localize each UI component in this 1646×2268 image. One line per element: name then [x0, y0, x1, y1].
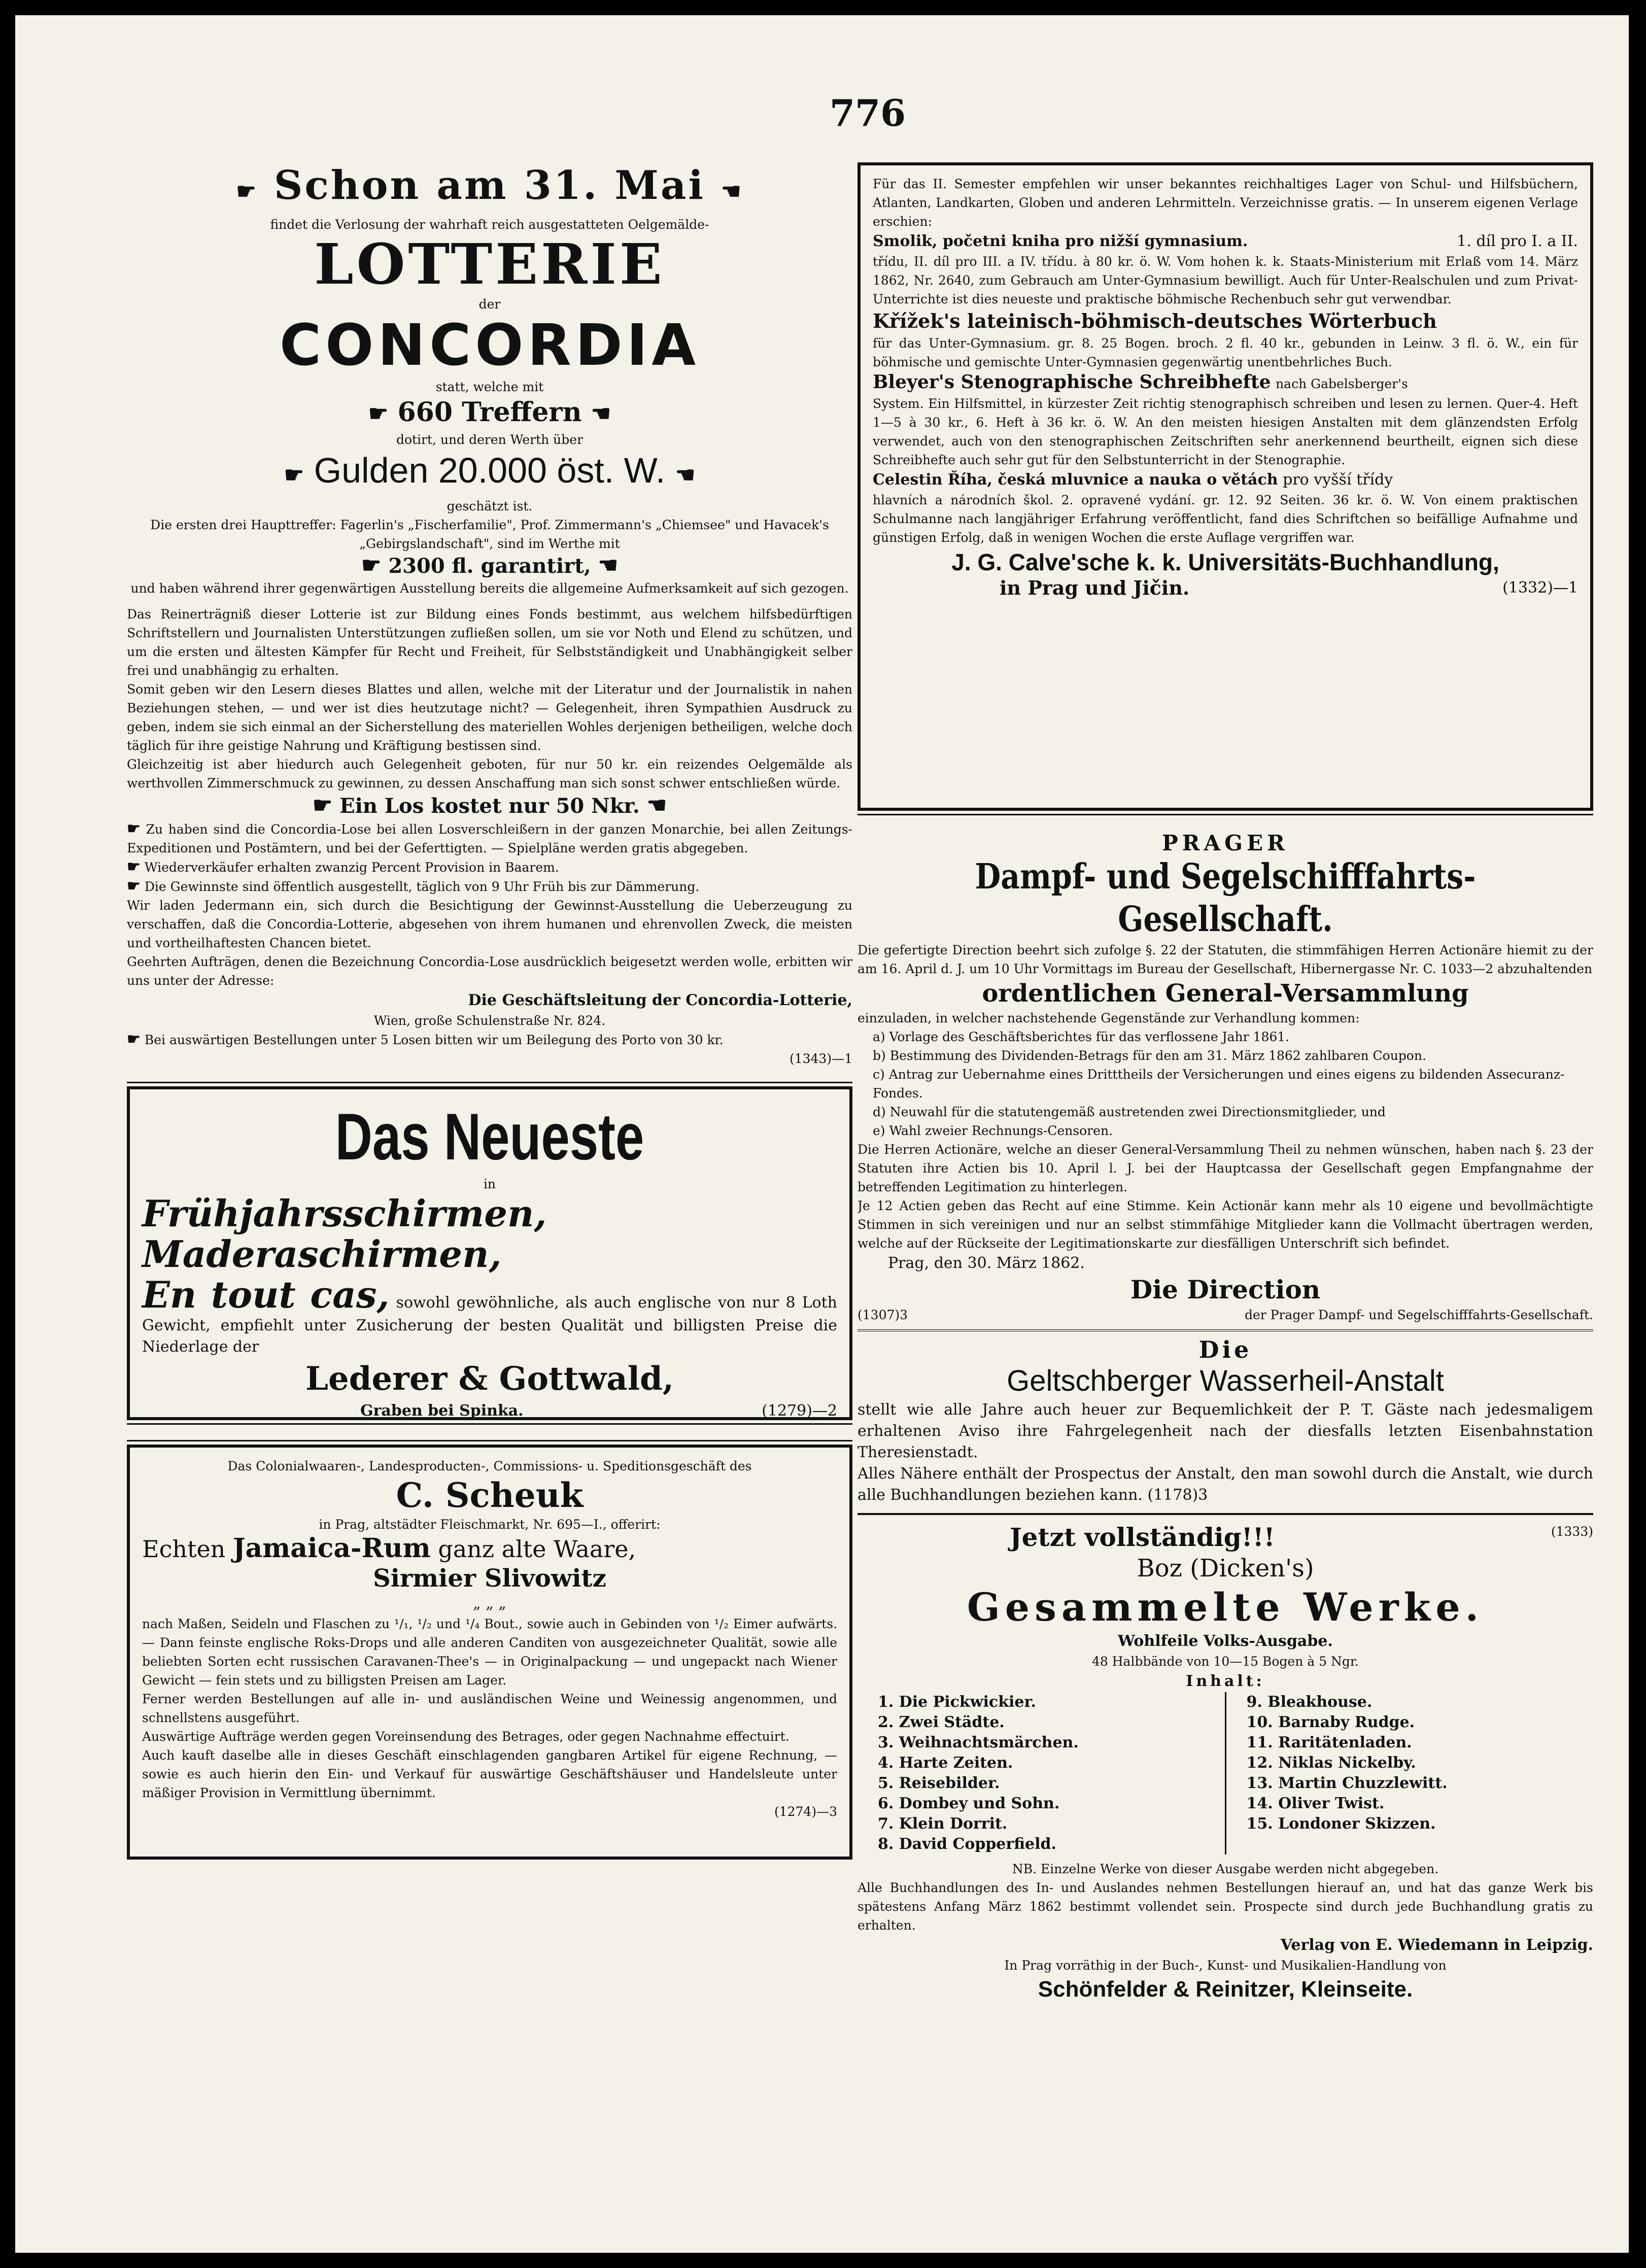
- lotterie-address: Wien, große Schulenstraße Nr. 824.: [373, 1013, 606, 1028]
- dampf-direction: Die Direction: [1130, 1275, 1321, 1304]
- riha-title: Celestin Říha, česká mluvnice a nauka o větách: [873, 471, 1278, 489]
- dickens-ref: (1333): [1551, 1524, 1593, 1539]
- krizek-title: Křížek's lateinisch-böhmisch-deutsches Wörterbuch: [873, 310, 1437, 332]
- lotterie-headline: Schon am 31. Mai: [273, 162, 706, 209]
- contents-item: 4. Harte Zeiten.: [878, 1754, 1013, 1772]
- contents-item: 6. Dombey und Sohn.: [878, 1795, 1060, 1812]
- right-column: [858, 162, 1593, 2004]
- neueste-address: Graben bei Spinka.: [360, 1402, 524, 1420]
- scheuk-intro: Das Colonialwaaren-, Landesproducten-, Commissions- u. Speditionsgeschäft des: [227, 1459, 752, 1473]
- contents-item: 7. Klein Dorrit.: [878, 1815, 1008, 1833]
- dickens-inhalt: Inhalt:: [1186, 1672, 1265, 1690]
- scheuk-text4: Auch kauft daselbe alle in dieses Geschäft einschlagenden gangbaren Artikel für eigene Rechnung, — sowie es auch hierin den Ein- und Verkauf für auswärtige Geschäftshäuser und Handelsleute unter mäßiger Provision in Vermittlung übernimmt.: [142, 1748, 837, 1800]
- lotterie-los-price: Ein Los kostet nur 50 Nkr.: [339, 794, 640, 818]
- bleyer-title: Bleyer's Stenographische Schreibhefte: [873, 371, 1271, 393]
- lotterie-dotirt: dotirt, und deren Werth über: [396, 432, 584, 447]
- dickens-verlag: Verlag von E. Wiedemann in Leipzig.: [1280, 1936, 1593, 1954]
- scheuk-text: nach Maßen, Seideln und Flaschen zu ¹/₁, ¹/₂ und ¹/₄ Bout., sowie auch in Gebinden von ¹/₂ Eimer aufwärts. — Dann feinste englische Roks-Drops und alle anderen Canditen von ausgezeichneter Qualität, sowie alle beliebten Sorten echt russischen Caravanen-Thee's — in Originalpackung — und ungepackt nach Wiener Gewicht — fein stets und zu billigsten Preisen am Lager.: [142, 1617, 837, 1688]
- lotterie-geschaetzt: geschätzt ist.: [447, 499, 533, 513]
- scheuk-slivowitz: Sirmier Slivowitz: [373, 1564, 606, 1593]
- contents-item: 5. Reisebilder.: [878, 1774, 1000, 1792]
- dickens-author: Boz (Dicken's): [1137, 1554, 1314, 1583]
- contents-item: 3. Weihnachtsmärchen.: [878, 1734, 1079, 1751]
- lotterie-ad: [127, 162, 852, 1068]
- contents-item: 9. Bleakhouse.: [1246, 1693, 1373, 1711]
- neueste-ref: (1279)—2: [762, 1402, 837, 1420]
- contents-item: 2. Zwei Städte.: [878, 1713, 1005, 1731]
- dampf-p1: Die gefertigte Direction beehrt sich zufolge §. 22 der Statuten, die stimmfähigen Herren Actionäre hiemit zu der am 16. April d. J. um 10 Uhr Vormittags im Bureau der Gesellschaft, Hibernergasse Nr. C. 1033—2 abzuhaltenden: [858, 943, 1593, 976]
- pointing-hand-icon: ☛: [368, 401, 389, 427]
- pointing-hand-icon: ☛: [127, 858, 141, 876]
- pointing-hand-icon: ☛: [312, 793, 333, 818]
- dampf-einzuladen: einzuladen, in welcher nachstehende Gegenstände zur Verhandlung kommen:: [858, 1011, 1360, 1025]
- lotterie-title: LOTTERIE: [314, 231, 665, 297]
- contents-divider: [1225, 1692, 1226, 1854]
- contents-column-1: [878, 1692, 1205, 1854]
- calve-firm: J. G. Calve'sche k. k. Universitäts-Buchhandlung,: [951, 549, 1499, 575]
- scheuk-rum: Jamaica-Rum: [232, 1533, 431, 1564]
- dickens-contents: [878, 1692, 1573, 1854]
- dickens-ad: [858, 1522, 1593, 2004]
- lotterie-para2: Somit geben wir den Lesern dieses Blattes und allen, welche mit der Literatur und der Journalistik in nahen Beziehungen stehen, — und wer ist dies heutzutage nicht? — Gelegenheit, ihren Sympathien Ausdruck zu geben, indem sie sich einmal an der Sicherstellung des materiellen Wohles derjenigen betheiligen, welche doch täglich für ihre geistige Nahrung und Kräftigung bestissen sind.: [127, 682, 852, 753]
- lotterie-treffer: 660 Treffern: [397, 397, 582, 428]
- scheuk-echten: Echten: [142, 1535, 226, 1563]
- scheuk-text3: Auswärtige Aufträge werden gegen Voreinsendung des Betrages, oder gegen Nachnahme effectuirt.: [142, 1729, 790, 1744]
- lotterie-para4: Wir laden Jedermann ein, sich durch die Besichtigung der Gewinnst-Ausstellung die Ueberzeugung zu verschaffen, daß die Concordia-Lotterie, abgesehen von ihrem humanen und ehrenvollen Zweck, die meisten und vortheilhaftesten Chancen bietet.: [127, 898, 852, 950]
- scheuk-address: in Prag, altstädter Fleischmarkt, Nr. 695—I., offerirt:: [319, 1517, 661, 1532]
- krizek-text: für das Unter-Gymnasium. gr. 8. 25 Bogen. broch. 2 fl. 40 kr., gebunden in Leinw. 3 fl. ö. W., ein für böhmische und gemischte Unter-Gymnasien gegenwärtig unentbehrliches Buch.: [873, 336, 1578, 369]
- lotterie-statt: statt, welche mit: [435, 380, 544, 394]
- bleyer-text: System. Ein Hilfsmittel, in kürzester Zeit richtig stenographisch schreiben und lesen zu lernen. Quer-4. Heft 1—5 à 30 kr., 6. Heft à 36 kr. ö. W. An den meisten hiesigen Anstalten mit dem glänzendsten Erfolg verwendet, auch von den stenographischen Zeitschriften sehr anerkennend beurtheilt, eignen sich diese Schreibhefte auch sehr gut für den Selbstunterricht in der Stenographie.: [873, 396, 1578, 467]
- lotterie-garantirt: 2300 fl. garantirt,: [388, 554, 591, 578]
- pointing-hand-icon: ☛: [127, 1030, 141, 1048]
- neueste-title: Das Neueste: [335, 1099, 644, 1174]
- dampf-prager: PRAGER: [1162, 831, 1289, 855]
- left-column: [127, 162, 852, 1860]
- pointing-hand-icon: ☛: [284, 463, 304, 488]
- section-divider: [858, 1329, 1593, 1331]
- agenda-item: c) Antrag zur Uebernahme eines Dritttheils der Versicherungen und eines eigens zu bildenden Assecuranz-Fondes.: [873, 1067, 1565, 1101]
- pointing-hand-left-icon: ☚: [675, 463, 696, 488]
- lotterie-subline: findet die Verlosung der wahrhaft reich ausgestatteten Oelgemälde-: [270, 217, 709, 232]
- section-divider: [858, 1513, 1593, 1515]
- neueste-in: in: [483, 1177, 496, 1191]
- dickens-jetzt: Jetzt vollständig!!!: [1010, 1522, 1275, 1552]
- scheuk-alte: ganz alte Waare,: [438, 1535, 636, 1563]
- contents-item: 12. Niklas Nickelby.: [1246, 1754, 1416, 1772]
- newspaper-page: [15, 15, 1629, 2253]
- neueste-line2: Maderaschirmen,: [142, 1232, 502, 1276]
- dampf-ref: (1307)3: [858, 1308, 908, 1322]
- dampf-p2: Die Herren Actionäre, welche an dieser General-Versammlung Theil zu nehmen wünschen, haben nach §. 23 der Statuten ihre Actien bis 10. April l. J. bei der Hauptcassa der Gesellschaft gegen Empfangnahme der betreffenden Legitimation zu hinterlegen.: [858, 1142, 1593, 1194]
- scheuk-name: C. Scheuk: [396, 1475, 584, 1515]
- calve-ad: [858, 162, 1593, 811]
- lotterie-ref: (1343)—1: [789, 1051, 852, 1066]
- contents-column-2: [1247, 1692, 1573, 1854]
- contents-item: 13. Martin Chuzzlewitt.: [1246, 1774, 1448, 1792]
- dampf-p3: Je 12 Actien geben das Recht auf eine Stimme. Kein Actionär kann mehr als 10 eigene und bevollmächtigte Stimmen in sich vereinigen und nur an selbst stimmfähige Mitglieder kann die Vollmacht übertragen werden, welche auf der Rückseite der Legitimationskarte zur diesfälligen Unterschrift sich befindet.: [858, 1198, 1593, 1251]
- lotterie-para5: Geehrten Aufträgen, denen die Bezeichnung Concordia-Lose ausdrücklich beigesetzt werden wolle, erbitten wir uns unter der Adresse:: [127, 954, 852, 988]
- dickens-title: Gesammelte Werke.: [967, 1585, 1484, 1630]
- contents-item: 10. Barnaby Rudge.: [1246, 1713, 1415, 1731]
- contents-item: 14. Oliver Twist.: [1246, 1795, 1385, 1812]
- scheuk-ad: [127, 1445, 852, 1860]
- agenda-item: d) Neuwahl für die statutengemäß austretenden zwei Directionsmitglieder, und: [873, 1105, 1386, 1119]
- neueste-line3: En tout cas,: [142, 1273, 390, 1316]
- calve-ref: (1332)—1: [1502, 579, 1578, 597]
- pointing-hand-left-icon: ☚: [591, 401, 611, 427]
- dickens-p1: Alle Buchhandlungen des In- und Auslandes nehmen Bestellungen hierauf an, und hat das ganze Werk bis spätestens Anfang März 1862 bestimmt vollendet sein. Prospecte sind durch jede Buchhandlung gratis zu erhalten.: [858, 1880, 1593, 1933]
- geltsch-die: Die: [1198, 1336, 1252, 1363]
- geltsch-p2: Alles Nähere enthält der Prospectus der Anstalt, den man sowohl durch die Anstalt, wie durch alle Buchhandlungen beziehen kann.: [858, 1465, 1593, 1504]
- lotterie-zu-haben: Zu haben sind die Concordia-Lose bei allen Losverschleißern in der ganzen Monarchie, bei allen Zeitungs-Expeditionen und Postämtern, und bei der Geferttigten. — Spielpläne werden gratis abgegeben.: [127, 822, 852, 855]
- pointing-hand-left-icon: ☚: [721, 179, 743, 204]
- agenda-item: a) Vorlage des Geschäftsberichtes für das verflossene Jahr 1861.: [873, 1029, 1290, 1044]
- smolik-title: Smolik, početni kniha pro nižší gymnasium.: [873, 232, 1248, 250]
- pointing-hand-icon: ☛: [361, 553, 382, 578]
- scheuk-text2: Ferner werden Bestellungen auf alle in- und ausländischen Weine und Weinessig angenommen, und schnellstens ausgeführt.: [142, 1692, 837, 1725]
- page-number: 776: [829, 91, 906, 134]
- smolik-text: třídu, II. díl pro III. a IV. třídu. à 80 kr. ö. W. Vom hohen k. k. Staats-Ministerium mit Erlaß vom 14. März 1862, Nr. 2640, zum Gebrauch am Unter-Gymnasium bewilligt. Auch für Unter-Realschulen und zum Privat-Unterrichte ist dies neueste und praktische böhmische Rechenbuch sehr gut verwendbar.: [873, 254, 1578, 306]
- dickens-firm: Schönfelder & Reinitzer, Kleinseite.: [1038, 1977, 1413, 2002]
- dickens-nb: NB. Einzelne Werke von dieser Ausgabe werden nicht abgegeben.: [1012, 1862, 1439, 1876]
- dampf-company: der Prager Dampf- und Segelschifffahrts-Gesellschaft.: [1244, 1308, 1593, 1322]
- dickens-details: 48 Halbbände von 10—15 Bogen à 5 Ngr.: [1091, 1654, 1359, 1669]
- lotterie-wiederverkaeufer: Wiederverkäufer erhalten zwanzig Percent Provision in Baarem.: [144, 860, 559, 875]
- agenda-item: b) Bestimmung des Dividenden-Betrags für den am 31. März 1862 zahlbaren Coupon.: [873, 1048, 1426, 1063]
- dampf-ordentliche: ordentlichen General-Versammlung: [982, 979, 1469, 1008]
- dampf-agenda: [858, 1027, 1593, 1140]
- riha-text: hlavních a národních škol. 2. opravené vydání. gr. 12. 92 Seiten. 36 kr. ö. W. Von einem praktischen Schulmanne nach langjähriger Erfahrung veröffentlicht, fand dies Schriftchen so beifällige Aufnahme und günstigen Erfolg, daß in wenigen Wochen die erste Auflage vergriffen war.: [873, 493, 1578, 545]
- dampf-date: Prag, den 30. März 1862.: [888, 1254, 1085, 1272]
- lotterie-gulden: Gulden 20.000 öst. W.: [314, 451, 666, 490]
- dickens-in-prag: In Prag vorräthig in der Buch-, Kunst- und Musikalien-Handlung von: [1004, 1958, 1447, 1973]
- pointing-hand-left-icon: ☚: [646, 793, 667, 818]
- dampf-title: Dampf- und Segelschifffahrts-Gesellschaft.: [975, 856, 1476, 940]
- lotterie-para3: Gleichzeitig ist aber hiedurch auch Gelegenheit geboten, für nur 50 kr. ein reizendes Oelgemälde als werthvollen Zimmerschmuck zu gewinnen, zu dessen Anschaffung man sich sonst schwer entschließen würde.: [127, 757, 852, 791]
- neueste-ad: [127, 1086, 852, 1420]
- lotterie-ausstellung: und haben während ihrer gegenwärtigen Ausstellung bereits die allgemeine Aufmerksamkeit auf sich gezogen.: [130, 581, 849, 596]
- neueste-line1: Frühjahrsschirmen,: [142, 1192, 547, 1235]
- neueste-text: sowohl gewöhnliche, als auch englische von nur 8 Loth Gewicht, empfiehlt unter Zusicherung der besten Qualität und billigsten Preise die Niederlage der: [142, 1294, 837, 1356]
- scheuk-ref: (1274)—3: [774, 1804, 837, 1819]
- pointing-hand-left-icon: ☚: [598, 553, 619, 578]
- geltsch-title: Geltschberger Wasserheil-Anstalt: [1007, 1364, 1444, 1397]
- contents-item: 15. Londoner Skizzen.: [1246, 1815, 1436, 1833]
- geltsch-ref: (1178)3: [1147, 1486, 1208, 1504]
- smolik-parts: 1. díl pro I. a II.: [1457, 232, 1578, 250]
- geltsch-p1: stellt wie alle Jahre auch heuer zur Bequemlichkeit der P. T. Gäste nach jedesmaligem erhaltenen Aviso ihre Fahrgelegenheit nach der diesfalls letzten Eisenbahnstation Theresienstadt.: [858, 1401, 1593, 1461]
- scheuk-quotes: „ „ „: [473, 1595, 506, 1612]
- pointing-hand-icon: ☛: [127, 820, 141, 838]
- lotterie-gewinnste: Die Gewinnste sind öffentlich ausgestellt, täglich von 9 Uhr Früh bis zur Dämmerung.: [144, 879, 700, 894]
- lotterie-der: der: [478, 297, 501, 312]
- lotterie-haupttreffer: Die ersten drei Haupttreffer: Fagerlin's „Fischerfamilie", Prof. Zimmermann's „Chiemsee" und Havacek's „Gebirgslandschaft", sind im Werthe mit: [150, 518, 829, 551]
- calve-intro: Für das II. Semester empfehlen wir unser bekanntes reichhaltiges Lager von Schul- und Hilfsbüchern, Atlanten, Landkarten, Globen und anderen Lehrmitteln. Verzeichnisse gratis. — In unserem eigenen Verlage erschien:: [873, 177, 1578, 229]
- contents-item: 8. David Copperfield.: [878, 1835, 1056, 1853]
- dampf-ad: [858, 831, 1593, 1324]
- lotterie-signature: Die Geschäftsleitung der Concordia-Lotterie,: [468, 991, 852, 1009]
- dickens-edition: Wohlfeile Volks-Ausgabe.: [1118, 1632, 1333, 1650]
- pointing-hand-icon: ☛: [236, 179, 258, 204]
- geltsch-ad: [858, 1336, 1593, 1506]
- lotterie-para1: Das Reinerträgniß dieser Lotterie ist zur Bildung eines Fonds bestimmt, aus welchem hilfsbedürftigen Schriftstellern und Journalisten Unterstützungen zufließen sollen, um sie vor Noth und Elend zu schützen, und um die ersten und ältesten Kämpfer für Recht und Freiheit, für Selbstständigkeit und Unabhängigkeit selber frei und unabhängig zu erhalten.: [127, 607, 852, 678]
- concordia-title: CONCORDIA: [279, 313, 700, 379]
- contents-item: 1. Die Pickwickier.: [878, 1693, 1036, 1711]
- pointing-hand-icon: ☛: [127, 877, 141, 895]
- riha-suffix: pro vyšší třídy: [1283, 471, 1393, 489]
- neueste-firm: Lederer & Gottwald,: [305, 1360, 674, 1398]
- contents-item: 11. Raritätenladen.: [1246, 1734, 1412, 1751]
- bleyer-suffix: nach Gabelsberger's: [1276, 376, 1408, 391]
- calve-place: in Prag und Jičin.: [1000, 576, 1190, 599]
- agenda-item: e) Wahl zweier Rechnungs-Censoren.: [873, 1123, 1113, 1138]
- lotterie-porto: Bei auswärtigen Bestellungen unter 5 Losen bitten wir um Beilegung des Porto von 30 kr.: [144, 1033, 724, 1047]
